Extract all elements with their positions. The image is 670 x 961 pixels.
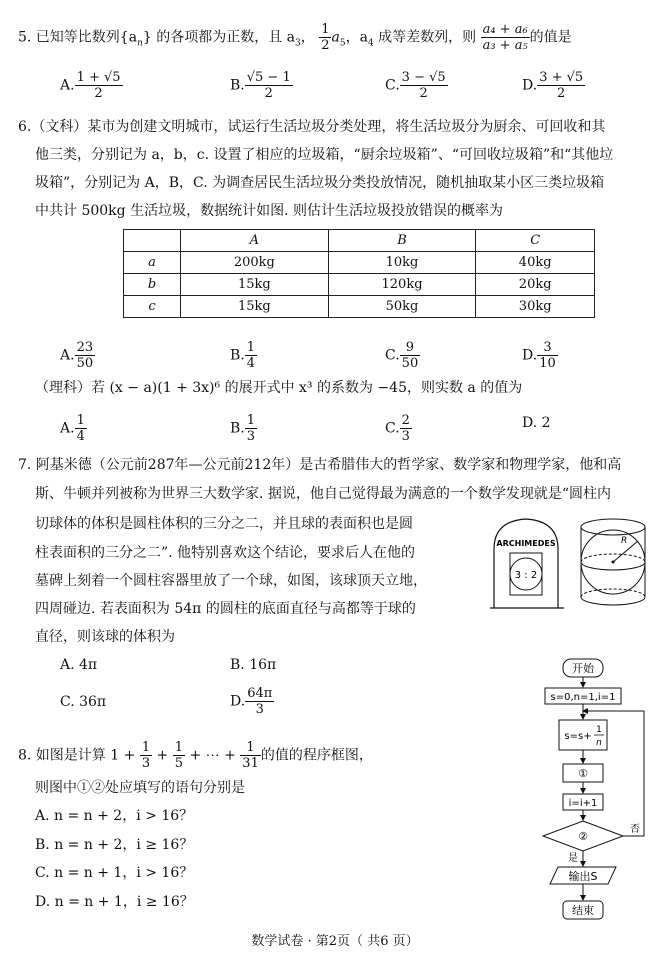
q6-line-2: 他三类，分别记为 a，b，c. 设置了相应的垃圾箱，“厨余垃圾箱”、“可回收垃圾箱”和“其他垃 [35, 147, 614, 163]
q8-fraction: $\frac{1}{31}$ [242, 740, 259, 771]
q5-text-g: 的值是 [529, 29, 572, 46]
q8-option-b: B. n = n + 2，i ≥ 16？ [35, 837, 194, 853]
option-letter: A. [60, 347, 75, 364]
q8-text-b: + [156, 747, 169, 764]
q7-line-3: 切球体的体积是圆柱体积的三分之二，并且球的表面积也是圆 [35, 516, 413, 532]
q8-option-c: C. n = n + 1，i > 16？ [35, 865, 194, 881]
option-letter: B. [230, 77, 245, 94]
option-fraction: $\frac{3 - √5}{2}$ [401, 70, 446, 101]
option-letter: B. [230, 420, 245, 437]
q5-text-b: } 的各项都为正数，且 a [142, 29, 296, 46]
option-a [60, 413, 87, 444]
ratio-label: 3 : 2 [514, 570, 538, 581]
flowchart [538, 656, 662, 928]
option-d [522, 413, 551, 433]
flow-end-label: 结束 [572, 904, 594, 917]
table-cell: b [124, 274, 181, 296]
option-d [522, 70, 585, 101]
table-cell: 10kg [328, 252, 476, 274]
table-header-cell: A [181, 230, 329, 252]
table-cell: c [124, 296, 181, 318]
table-header-cell: B [328, 230, 476, 252]
q5-text-a: 5. 已知等比数列{a [18, 29, 138, 46]
table-cell: 15kg [181, 274, 329, 296]
table-cell: 20kg [476, 274, 595, 296]
table-cell: 15kg [181, 296, 329, 318]
option-c [385, 413, 412, 444]
option-letter: B. [230, 657, 245, 673]
flow-assign-den: n [596, 738, 602, 748]
option-a [60, 340, 95, 371]
flow-step1-label: ① [578, 767, 588, 780]
table-cell: 30kg [476, 296, 595, 318]
option-fraction: $\frac{1}{4}$ [246, 340, 256, 371]
table-row [124, 296, 595, 318]
q7-line-6: 四周碰边. 若表面积为 54π 的圆柱的底面直径与高都等于球的 [35, 601, 416, 617]
option-fraction: $\frac{23}{50}$ [76, 340, 94, 371]
option-a [60, 655, 97, 675]
flow-assign-label: s=s+ [564, 731, 592, 742]
flow-yes-label: 是 [568, 853, 578, 864]
q8-fraction: $\frac{1}{5}$ [174, 740, 184, 771]
flow-no-label: 否 [630, 824, 640, 835]
option-letter: D. [230, 693, 246, 710]
option-value: 4π [74, 657, 98, 673]
option-letter: A. [60, 420, 75, 437]
option-letter: A. [60, 77, 75, 94]
option-c [385, 70, 448, 101]
flow-decision-label: ② [578, 830, 588, 843]
tomb-label: ARCHIMEDES [496, 539, 556, 548]
option-b [230, 70, 293, 101]
table-cell: a [124, 252, 181, 274]
q6-line-4: 中共计 500kg 生活垃圾，数据统计如图. 则估计生活垃圾投放错误的概率为 [35, 203, 503, 219]
option-letter: C. [385, 77, 400, 94]
option-fraction: $\frac{1 + √5}{2}$ [76, 70, 121, 101]
option-fraction: $\frac{9}{50}$ [401, 340, 419, 371]
option-value: 2 [537, 415, 551, 431]
table-header-row [124, 230, 595, 252]
q5-text-c: ， [300, 29, 315, 46]
garbage-table [123, 229, 595, 318]
option-letter: D. [522, 347, 538, 364]
table-header-cell [124, 230, 181, 252]
radius-label: R [621, 536, 628, 546]
option-fraction: $\frac{2}{3}$ [401, 413, 410, 444]
q8-fraction: $\frac{1}{3}$ [141, 740, 151, 771]
option-letter: D. [522, 415, 538, 431]
option-a [60, 70, 123, 101]
q6-li-stem: （理科）若 (x − a)(1 + 3x)⁶ 的展开式中 x³ 的系数为 −45，则实数 a 的值为 [35, 380, 523, 396]
option-d [230, 686, 274, 717]
option-value: 16π [244, 657, 277, 673]
option-value: 36π [74, 694, 107, 710]
table-cell: 120kg [328, 274, 476, 296]
q5-text-e: ，a [345, 29, 368, 46]
option-letter: B. [230, 347, 245, 364]
option-letter: C. [385, 420, 400, 437]
table-row [124, 252, 595, 274]
table-cell: 50kg [328, 296, 476, 318]
flow-start-label: 开始 [572, 662, 594, 675]
option-letter: A. [60, 657, 75, 673]
q7-line-4: 柱表面积的三分之二”. 他特别喜欢这个结论，要求后人在他的 [35, 545, 416, 561]
page-footer: 数学试卷 · 第2页（ 共6 页） [251, 934, 419, 949]
q5-stem: 5. 已知等比数列$\{a_n\}$ 的各项都为正数，且 $a_3$， $\frac{1}{2}$ $a_5$，$a_4$ 成等差数列，则 $\frac{\text{a₄ + a₆}}{\text{a₃ + a₅}}$ 的值是 [18, 22, 572, 53]
flow-init-label: s=0,n=1,i=1 [550, 692, 616, 703]
q7-line-1: 7. 阿基米德（公元前287年—公元前212年）是古希腊伟大的哲学家、数学家和物理学家，他和高 [18, 457, 622, 473]
q5-text-f: 成等差数列，则 [373, 29, 477, 46]
q7-line-7: 直径，则该球的体积为 [35, 629, 175, 645]
q7-line-5: 墓碑上刻着一个圆柱容器里放了一个球，如图，该球顶天立地， [35, 573, 427, 589]
q5-half-fraction: $\frac{1}{2}$ [321, 22, 330, 53]
q8-text-c: + ⋯ + [189, 747, 236, 764]
option-c [60, 692, 106, 712]
q7-line-2: 斯、牛顿并列被称为世界三大数学家. 据说，他自己觉得最为满意的一个数学发现就是“圆柱内 [35, 486, 612, 502]
option-letter: D. [522, 77, 538, 94]
q5-text-d: a [331, 29, 340, 46]
flow-assign-num: 1 [596, 725, 602, 735]
q6-line-3: 圾箱”，分别记为 A，B，C. 为调查居民生活垃圾分类投放情况，随机抽取某小区三类垃圾箱 [35, 175, 605, 191]
table-cell: 40kg [476, 252, 595, 274]
archimedes-figure [488, 513, 660, 613]
option-d [522, 340, 558, 371]
table-header-cell: C [476, 230, 595, 252]
option-b [230, 655, 276, 675]
flow-output-label: 输出S [568, 870, 598, 883]
option-fraction: $\frac{3}{10}$ [539, 340, 556, 371]
option-c [385, 340, 420, 371]
q8-option-a: A. n = n + 2，i > 16？ [35, 808, 194, 824]
q8-option-d: D. n = n + 1，i ≥ 16？ [35, 894, 194, 910]
q8-text-a: 8. 如图是计算 1 + [18, 747, 136, 764]
option-fraction: $\frac{√5 - 1}{2}$ [246, 70, 291, 101]
option-fraction: $\frac{1}{4}$ [76, 413, 85, 444]
q8-stem [18, 740, 373, 771]
option-fraction: $\frac{64\pi}{3}$ [247, 686, 273, 717]
option-letter: C. [385, 347, 400, 364]
q8-line-2: 则图中①②处应填写的语句分别是 [35, 780, 245, 796]
option-fraction: $\frac{3 + √5}{2}$ [539, 70, 584, 101]
table-cell: 200kg [181, 252, 329, 274]
flow-incr-label: i=i+1 [568, 798, 598, 809]
table-row [124, 274, 595, 296]
option-b [230, 413, 257, 444]
option-fraction: $\frac{1}{3}$ [246, 413, 256, 444]
option-letter: C. [60, 694, 75, 710]
option-b [230, 340, 257, 371]
q5-ratio-fraction: $\frac{\text{a₄ + a₆}}{\text{a₃ + a₅}}$ [482, 22, 528, 53]
q8-text-d: 的值的程序框图， [260, 747, 373, 764]
q6-line-1: 6.（文科）某市为创建文明城市，试运行生活垃圾分类处理，将生活垃圾分为厨余、可回收和其 [18, 119, 606, 135]
